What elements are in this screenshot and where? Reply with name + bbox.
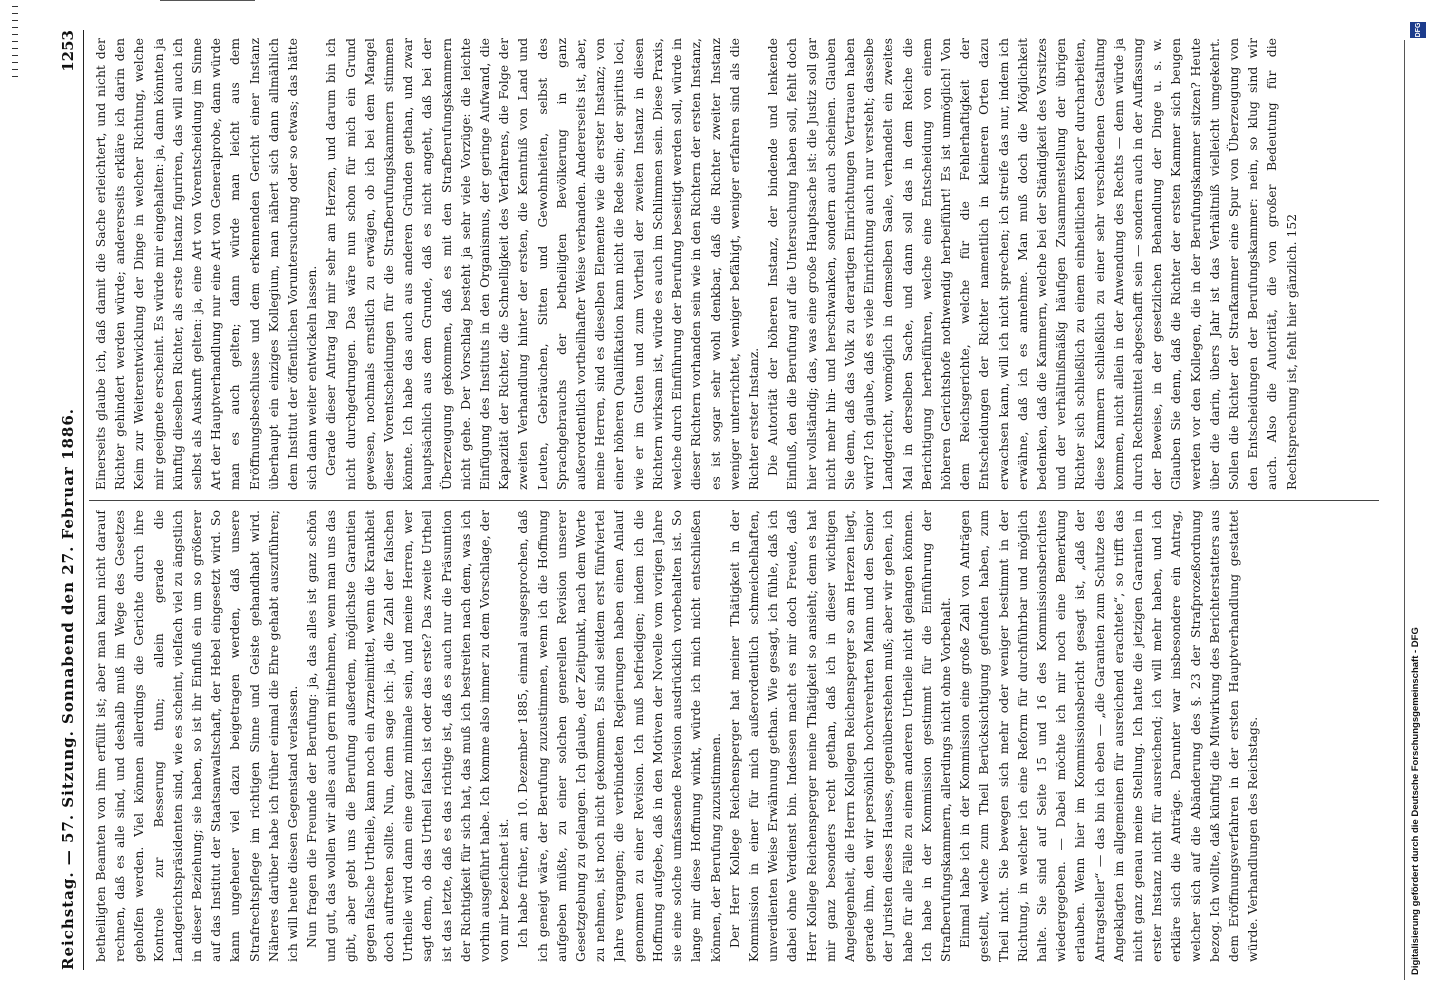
dfg-logo: DFG	[1410, 22, 1426, 38]
column-divider	[89, 500, 1379, 501]
scan-top-rule	[160, 0, 255, 1]
scan-edge-marks	[8, 0, 22, 90]
page-header	[55, 30, 85, 970]
paragraph: Einmal habe ich in der Kommission eine große Zahl von Anträgen gestellt, welche zum Theil Berücksichtigung gefunden haben, zum Theil nicht. Sie bewegen sich mehr oder weniger bestimmt in der Richtung, in welcher ich eine Reform für durchführbar und möglich halte. Sie sind auf Seite 15 und 16 des Kommissionsberichtes wiedergegeben. — Dabei möchte ich mir noch eine Bemerkung erlauben. Wenn hier im Kommissionsbericht gesagt ist, „daß der Antragsteller“ — das bin ich eben — „die Garantien zum Schutze des Angeklagten im allgemeinen für ausreichend erachtete“, so trifft das nicht ganz genau meine Stellung. Ich hatte die jetzigen Garantien in erster Instanz nicht für ausreichend; ich will mehr haben, und ich erkläre sich die Anträge. Darunter war insbesondere ein Antrag, welcher sich auf die Abänderung des §. 23 der Strafprozeßordnung bezog. Ich wollte, daß künftig die Mitwirkung des Berichterstatters aus dem Eröffnungsverfahren in der ersten Hauptverhandlung gestattet würde. Verhandlungen des Reichstags.	[957, 510, 1261, 962]
right-column	[91, 38, 1381, 490]
page-number: 1253	[59, 30, 77, 72]
paragraph: Nun fragen die Freunde der Berufung: ja, das alles ist ganz schön und gut, das wollen wir alles auch gern mitnehmen, wenn man uns das gibt, aber gebt uns die Berufung außerdem, möglichste Garantien gegen falsche Urtheile, kann noch ein Arzneimittel, wenn die Krankheit doch auftreten sollte. Nun, denn sage ich: ja, die Zahl der falschen Urtheile wird dann eine ganz minimale sein, und meine Herren, wer sagt denn, ob das Urtheil falsch ist oder das erste? Das zweite Urtheil ist das letzte, daß es das richtige ist, daß es auch nur die Präsumtion der Richtigkeit für sich hat, das muß ich bestreiten nach dem, was ich vorhin ausgeführt habe. Ich komme also immer zu dem Vorschlage, der von mir bezeichnet ist.	[304, 510, 512, 962]
left-column	[91, 510, 1381, 962]
dfg-strip	[1400, 0, 1432, 1000]
paragraph: Gerade dieser Antrag lag mir sehr am Herzen, und darum bin ich nicht durchgedrungen. Das wäre nun schon für mich ein Grund gewesen, nochmals ernstlich zu erwägen, ob ich bei dem Mangel dieser Vorentscheidungen für die Strafberufungskammern stimmen könnte. Ich habe das auch aus anderen Gründen gethan, und zwar hauptsächlich aus dem Grunde, daß es nicht angeht, daß bei der Überzeugung gekommen, daß es mit den Strafberufungskammern nicht gehe. Der Vorschlag besteht ja sehr viele Vorzüge: die leichte Einfügung des Instituts in den Organismus, der geringe Aufwand, die Kapazität der Richter, die Schnelligkeit des Verfahrens, die Folge der zweiten Verhandlung hinter der ersten, die Kenntniß von Land und Leuten, Gebräuchen, Sitten und Gewohnheiten, selbst des Sprachgebrauchs der betheiligten Bevölkerung in ganz außerordentlich vortheilhafter Weise verbanden. Andererseits ist, aber, meine Herren, sind es dieselben Elemente wie die erster Instanz; von einer höheren Qualifikation kann nicht die Rede sein; der spiritus loci, wie er im Guten und zum Vortheil der zweiten Instanz in diesen Richtern wirksam ist, würde es auch im Schlimmen sein. Diese Praxis, welche durch Einführung der Berufung beseitigt werden soll, würde in dieser Richtern vorhanden sein wie in den Richtern der ersten Instanz, es ist sogar sehr wohl denkbar, daß die Richter zweiter Instanz weniger unterrichtet, weniger befähigt, weniger erfahren sind als die Richter erster Instanz.	[323, 38, 761, 490]
strip-rule	[1404, 40, 1405, 980]
running-head: Reichstag. — 57. Sitzung. Sonnabend den 27. Februar 1886.	[59, 407, 77, 970]
paragraph: Einerseits glaube ich, daß damit die Sache erleichtert, und nicht der Richter gehindert werden würde; andererseits erkläre ich darin den Keim zur Weiterentwicklung der Dinge in welcher Richtung, welche mir geeignete erscheint. Es würde mir eingehalten: ja, dann könnten ja künftig dieselben Richter, als erste Instanz figuriren, das will auch ich selbst als Auskunft gelten: ja, eine Art von Vorentscheidung im Sinne Art der Hauptverhandlung nur eine Art von Generalprobe, dann würde man es auch gelten; dann würde man leicht aus dem Eröffnungsbeschlusse und dem erkennenden Gericht einer Instanz überhaupt ein einziges Kollegium, man nähert sich dann allmählich dem Institut der öffentlichen Voruntersuchung oder so etwas; das hätte sich dann weiter entwickeln lassen.	[93, 38, 320, 490]
rotated-page	[55, 30, 1395, 970]
paragraph: Die Autorität der höheren Instanz, der bindende und lenkende Einfluß, den die Berufung auf die Untersuchung haben soll, fehlt doch hier vollständig; das, was eine große Hauptsache ist: die Justiz soll gar nicht mehr hin- und herschwanken, sondern auch scheinen. Glauben Sie denn, daß das Volk zu derartigen Einrichtungen Vertrauen haben wird? Ich glaube, daß es viele Einrichtung auch nur versteht; dasselbe Landgericht, womöglich in demselben Saale, verhandelt ein zweites Mal in derselben Sache, und dann soll das in dem Reiche die Berichtigung herbeiführen, welche eine Entscheidung von einem höheren Gerichtshofe nothwendig herbeiführt! Es ist unmöglich! Von dem Reichsgerichte, welche für die Fehlerhaftigkeit der Entscheidungen der Richter namentlich in kleineren Orten dazu erwachsen kann, will ich nicht sprechen; ich streife das nur, indem ich erwähne, daß ich es annehme. Man muß doch die Möglichkeit bedenken, daß die Kammern, welche bei der Ständigkeit des Vorsitzes und der verhältnißmäßig häufigen Zusammenstellung der übrigen Richter sich schließlich zu einem einheitlichen Körper durcharbeiten, diese Kammern schließlich zu einer sehr verschiedenen Gestaltung kommen, nicht allein in der Anwendung des Rechts — denn würde ja durch Rechtsmittel abgeschafft sein — sondern auch in der Auffassung der Beweise, in der gesetzlichen Behandlung der Dinge u. s. w. Glauben Sie denn, daß die Richter der ersten Kammer sich beugen werden vor den Kollegen, die in der Berufungskammer sitzen? Heute über die darin, übers Jahr ist das Verhältniß vielleicht umgekehrt. Sollen die Richter der Strafkammer eine Spur von Überzeugung von den Entscheidungen der Berufungskammer: nein, so klug sind wir auch. Also die Autorität, die von großer Bedeutung für die Rechtsprechung ist, fehlt hier gänzlich. 152	[765, 38, 1299, 490]
paragraph: Ich habe früher, am 10. Dezember 1885, einmal ausgesprochen, daß ich geneigt wäre, der Berufung zuzustimmen, wenn ich die Hoffnung aufgeben müßte, zu einer solchen generellen Revision unserer Gesetzgebung zu gelangen. Ich glaube, der Zeitpunkt, nach dem Worte zu nehmen, ist noch nicht gekommen. Es sind seitdem erst fünfviertel Jahre vergangen; die verbündeten Regierungen haben einen Anlauf genommen zu einer Revision. Ich muß befriedigen; indem ich die Hoffnung aufgebe, daß in den Motiven der Novelle vom vorigen Jahre sie eine solche umfassende Revision ausdrücklich vorbehalten ist. So lange mir diese Hoffnung winkt, würde ich mich nicht entschließen können, der Berufung zuzustimmen.	[515, 510, 723, 962]
paragraph: betheiligten Beamten von ihm erfüllt ist; aber man kann nicht darauf rechnen, daß es alle sind, und deshalb muß im Wege des Gesetzes geholfen werden. Viel können allerdings die Gerichte durch ihre Kontrole zur Besserung thun; allein gerade die Landgerichtspräsidenten sind, wie es scheint, vielfach viel zu ängstlich in dieser Beziehung; sie haben, so ist ihr Einfluß ein um so größerer auf das Institut der Staatsanwaltschaft, der Hebel eingesetzt wird. So kann ungeheuer viel dazu beigetragen werden, daß unsere Strafrechtspflege im richtigen Sinne und Geiste gehandhabt wird. Näheres darüber habe ich früher einmal die Ehre gehabt auszuführen; ich will heute diesen Gegenstand verlassen.	[93, 510, 301, 962]
dfg-funding-note: Digitalisierung gefördert durch die Deutsche Forschungsgemeinschaft - DFG	[1410, 627, 1421, 975]
paragraph: Der Herr Kollege Reichensperger hat meiner Thätigkeit in der Kommission in einer für mich außerordentlich schmeichelhaften, unverdienten Weise Erwähnung gethan. Wie gesagt, ich fühle, daß ich dabei ohne Verdienst bin. Indessen macht es mir doch Freude, daß Herr Kollege Reichensperger meine Thätigkeit so ansieht; denn es hat mir ganz besonders recht gethan, daß ich in dieser wichtigen Angelegenheit, die Herrn Kollegen Reichensperger so am Herzen liegt, gerade ihm, den wir persönlich hochverehrten Mann und den Senior der Juristen dieses Hauses, gegenüberstehen muß; aber wir gehen, ich habe für alle Fälle zu einem anderen Urtheile nicht gelangen können. Ich habe in der Kommission gestimmt für die Einführung der Strafberufungskammern, allerdings nicht ohne Vorbehalt.	[726, 510, 953, 962]
header-rule	[83, 30, 84, 970]
